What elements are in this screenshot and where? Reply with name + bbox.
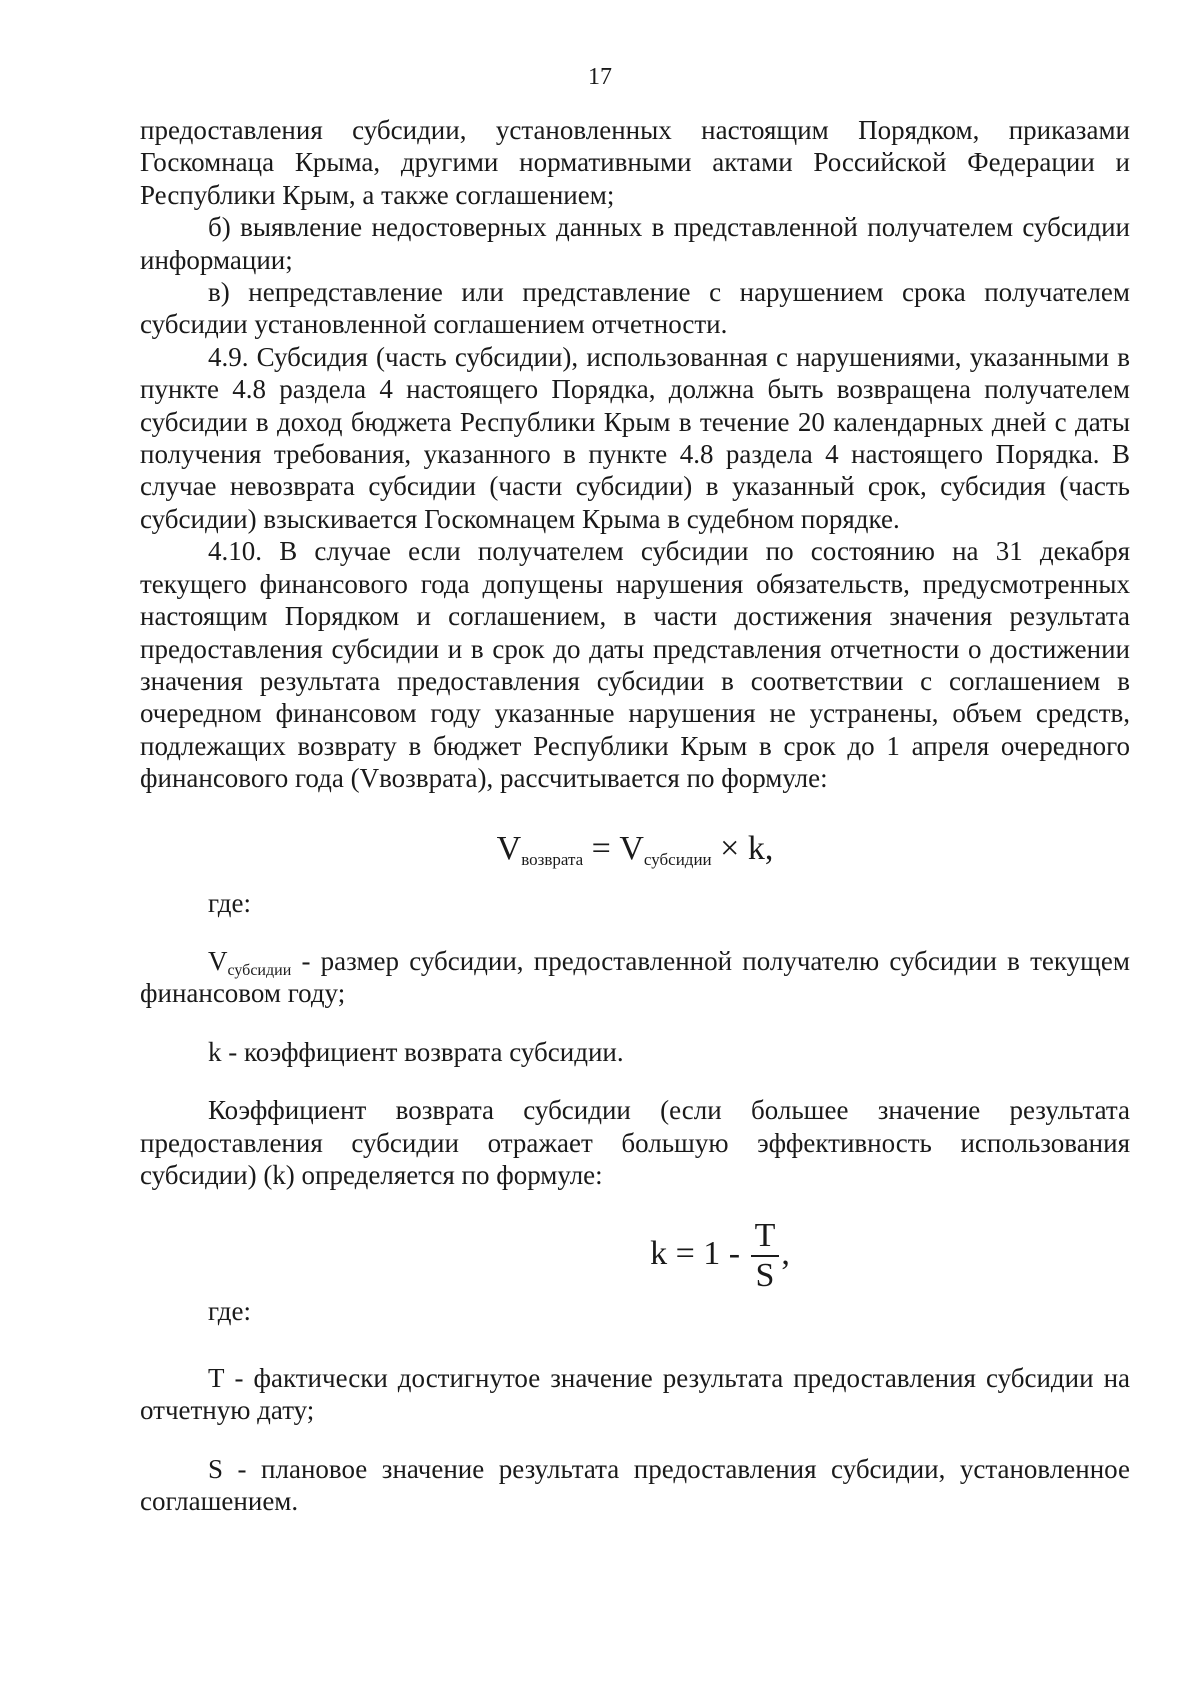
formula-rhs-symbol: V [619, 829, 644, 867]
formula-k-numerator: T [751, 1217, 780, 1257]
definition-s: S - плановое значение результата предоставления субсидии, установленное соглашением. [140, 1453, 1130, 1516]
definition-v-subscript: субсидии [227, 961, 292, 979]
definition-v-subsidy [140, 945, 1130, 1010]
paragraph-4-9: 4.9. Субсидия (часть субсидии), использованная с нарушениями, указанными в пункте 4.8 раздела 4 настоящего Порядка, должна быть возвращена получателем субсидии в доход бюджета Республики Крым в течение 20 календарных дней с даты получения требования, указанного в пункте 4.8 раздела 4 настоящего Порядка. В случае невозврата субсидии (части субсидии) в указанный срок, субсидия (часть субсидии) взыскивается Госкомнацем Крыма в судебном порядке. [140, 341, 1130, 534]
formula-equals: = [591, 829, 611, 867]
where-label-1: где: [208, 887, 251, 918]
paragraph-continuation: предоставления субсидии, установленных настоящим Порядком, приказами Госкомнаца Крыма, другими нормативными актами Российской Федерации и Республики Крым, а также соглашением; [140, 115, 1130, 210]
formula-rhs-subscript: субсидии [643, 849, 712, 869]
formula-k-fraction [751, 1217, 780, 1295]
formula-v-return [140, 829, 1130, 869]
formula-k-suffix: , [781, 1235, 790, 1273]
paragraph-4-10: 4.10. В случае если получателем субсидии по состоянию на 31 декабря текущего финансового года допущены нарушения обязательств, предусмотренных настоящим Порядком и соглашением, в части достижения значения результата предоставления субсидии и в срок до даты представления отчетности о достижении значения результата предоставления субсидии в соответствии с соглашением в очередном финансовом году указанные нарушения не устранены, объем средств, подлежащих возврату в бюджет Республики Крым в срок до 1 апреля очередного финансового года (Vвозврата), рассчитывается по формуле: [140, 536, 1130, 794]
definition-t: Т - фактически достигнутое значение результата предоставления субсидии на отчетную дату; [140, 1362, 1130, 1426]
formula-lhs-symbol: V [496, 829, 522, 867]
document-body [140, 114, 1130, 1517]
page-number: 17 [588, 64, 612, 90]
paragraph-coefficient: Коэффициент возврата субсидии (если большее значение результата предоставления субсидии отражает большую эффективность использования субсидии) (k) определяется по формуле: [140, 1095, 1130, 1190]
formula-k [140, 1217, 1130, 1295]
definition-v-text: - размер субсидии, предоставленной получателю субсидии в текущем финансовом году; [140, 945, 1130, 1009]
where-label-2: где: [208, 1296, 251, 1327]
formula-lhs-subscript: возврата [521, 849, 584, 869]
definition-v-symbol: V [208, 945, 228, 976]
paragraph-item-v: в) непредставление или представление с нарушением срока получателем субсидии установленной соглашением отчетности. [140, 277, 1130, 340]
paragraph-item-b: б) выявление недостоверных данных в представленной получателем субсидии информации; [140, 212, 1130, 275]
definition-k: k - коэффициент возврата субсидии. [208, 1036, 624, 1067]
formula-tail: × k, [720, 829, 774, 867]
formula-k-prefix: k = 1 - [650, 1235, 749, 1273]
formula-k-denominator: S [755, 1257, 775, 1295]
